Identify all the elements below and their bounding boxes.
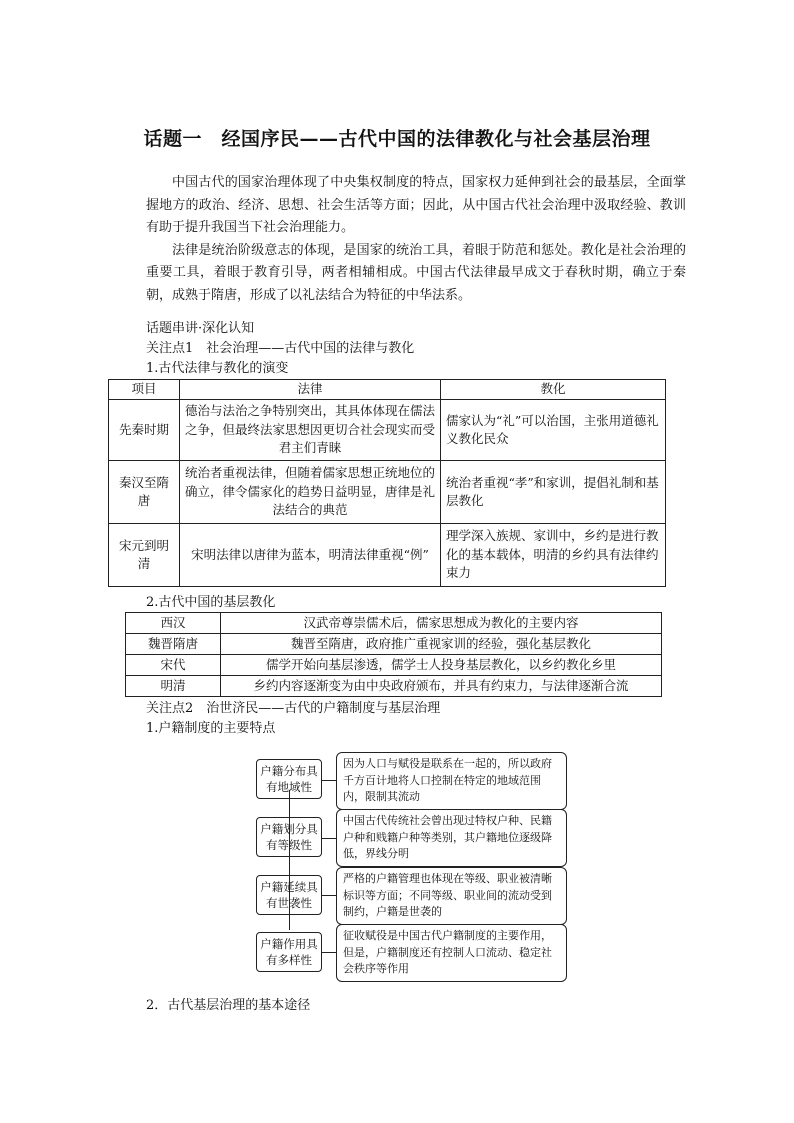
feature-desc-2: 中国古代传统社会曾出现过特权户种、民籍户种和贱籍户种等类别，其户籍地位逐级降低，界线分明: [336, 809, 567, 867]
feature-box-2: 户籍划分具有等级性: [256, 817, 322, 857]
period-cell: 西汉: [126, 613, 221, 634]
intro-paragraph-1: 中国古代的国家治理体现了中央集权制度的特点，国家权力延伸到社会的最基层，全面掌握地方的政治、经济、思想、社会生活等方面；因此，从中国古代社会治理中汲取经验、教训有助于提升我国当下社会治理能力。: [146, 175, 686, 236]
connector-line: [322, 838, 336, 839]
law-cell: 宋明法律以唐律为蓝本，明清法律重视“例”: [180, 524, 441, 587]
content-cell: 乡约内容逐渐变为由中央政府颁布，并具有约束力，与法律逐渐合流: [221, 676, 662, 697]
table-row: [109, 524, 666, 587]
focus-point-2: 关注点2 治世济民——古代的户籍制度与基层治理: [146, 701, 441, 716]
focus-point-1: 关注点1 社会治理——古代中国的法律与教化: [146, 341, 415, 356]
feature-desc-3: 严格的户籍管理也体现在等级、职业被清晰标识等方面；不同等级、职业间的流动受到制约，户籍是世袭的: [336, 867, 567, 925]
connector-line: [322, 895, 336, 896]
table-header-row: [109, 380, 666, 400]
intro-text: [146, 172, 686, 308]
education-cell: 儒家认为“礼”可以治国，主张用道德礼义教化民众: [441, 400, 666, 461]
content-cell: 汉武帝尊崇儒术后，儒家思想成为教化的主要内容: [221, 613, 662, 634]
grassroots-education-table: [125, 612, 662, 697]
table-row: [126, 613, 662, 634]
content-cell: 魏晋至隋唐，政府推广重视家训的经验，强化基层教化: [221, 634, 662, 655]
page-title: 话题一 经国序民——古代中国的法律教化与社会基层治理: [143, 128, 651, 150]
connector-line: [322, 780, 336, 781]
education-cell: 统治者重视“孝”和家训，提倡礼制和基层教化: [441, 461, 666, 524]
table-header-cell: 项目: [109, 380, 180, 400]
subheading-4: 2．古代基层治理的基本途径: [146, 998, 311, 1013]
law-education-table: [108, 379, 666, 587]
intro-paragraph-2: 法律是统治阶级意志的体现，是国家的统治工具，着眼于防范和惩处。教化是社会治理的重要工具，着眼于教育引导，两者相辅相成。中国古代法律最早成文于春秋时期，确立于秦朝，成熟于隋唐，形成了以礼法结合为特征的中华法系。: [146, 242, 686, 303]
period-cell: 秦汉至隋唐: [109, 461, 180, 524]
period-cell: 魏晋隋唐: [126, 634, 221, 655]
table-row: [109, 461, 666, 524]
law-cell: 德治与法治之争特别突出，其具体体现在儒法之争，但最终法家思想因更切合社会现实而受君主们青睐: [180, 400, 441, 461]
period-cell: 宋元到明清: [109, 524, 180, 587]
period-cell: 先秦时期: [109, 400, 180, 461]
table-row: [109, 400, 666, 461]
subheading-3: 1.户籍制度的主要特点: [146, 721, 276, 736]
table-row: [126, 676, 662, 697]
table-header-cell: 法律: [180, 380, 441, 400]
content-cell: 儒学开始向基层渗透，儒学士人投身基层教化，以乡约教化乡里: [221, 655, 662, 676]
law-cell: 统治者重视法律，但随着儒家思想正统地位的确立，律令儒家化的趋势日益明显，唐律是礼法结合的典范: [180, 461, 441, 524]
table-header-cell: 教化: [441, 380, 666, 400]
section-heading: 话题串讲·深化认知: [146, 321, 255, 336]
subheading-2: 2.古代中国的基层教化: [146, 595, 276, 610]
connector-line: [322, 952, 336, 953]
feature-box-4: 户籍作用具有多样性: [256, 932, 322, 972]
table-row: [126, 634, 662, 655]
table-row: [126, 655, 662, 676]
feature-box-1: 户籍分布具有地域性: [256, 759, 322, 799]
period-cell: 明清: [126, 676, 221, 697]
subheading-1: 1.古代法律与教化的演变: [146, 361, 289, 376]
period-cell: 宋代: [126, 655, 221, 676]
feature-desc-4: 征收赋役是中国古代户籍制度的主要作用，但是，户籍制度还有控制人口流动、稳定社会秩序等作用: [336, 924, 567, 982]
feature-box-3: 户籍延续具有世袭性: [256, 875, 322, 915]
education-cell: 理学深入族规、家训中，乡约是进行教化的基本载体，明清的乡约具有法律约束力: [441, 524, 666, 587]
feature-desc-1: 因为人口与赋役是联系在一起的，所以政府千方百计地将人口控制在特定的地域范围内，限制其流动: [336, 752, 567, 810]
